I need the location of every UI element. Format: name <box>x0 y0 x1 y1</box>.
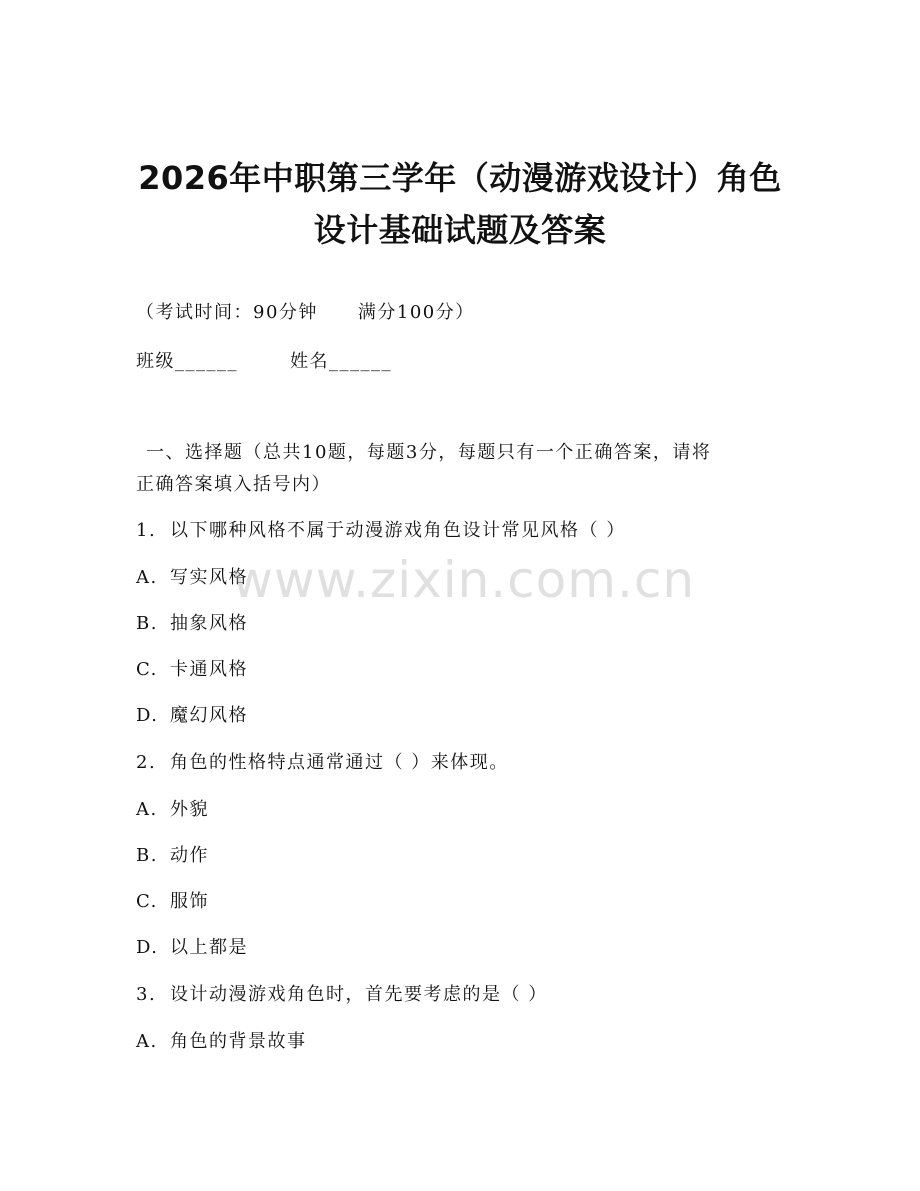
section-heading-line-2: 正确答案填入括号内） <box>136 474 331 495</box>
option-key: A. <box>136 567 158 588</box>
question-1-option-d <box>136 703 248 729</box>
question-1-option-c <box>136 657 248 683</box>
exam-info <box>136 300 475 326</box>
option-key: A. <box>136 1031 158 1052</box>
document-title-line-2: 设计基础试题及答案 <box>313 211 607 249</box>
question-3 <box>136 982 548 1008</box>
name-field: 姓名______ <box>290 351 392 372</box>
question-2-option-d <box>136 935 248 961</box>
question-2-option-c <box>136 889 209 915</box>
section-heading-line-1: 一、选择题（总共10题，每题3分，每题只有一个正确答案，请将 <box>146 442 712 463</box>
option-text: 魔幻风格 <box>170 705 248 726</box>
option-key: B. <box>136 613 158 634</box>
option-key: C. <box>136 891 158 912</box>
option-key: C. <box>136 659 158 680</box>
question-number: 3. <box>136 984 157 1005</box>
question-2-option-a <box>136 797 209 823</box>
question-text: 以下哪种风格不属于动漫游戏角色设计常见风格（ ） <box>170 520 626 541</box>
option-key: D. <box>136 705 159 726</box>
question-2-option-b <box>136 843 209 869</box>
option-text: 角色的背景故事 <box>170 1031 307 1052</box>
question-text: 设计动漫游戏角色时，首先要考虑的是（ ） <box>170 984 548 1005</box>
option-text: 以上都是 <box>170 937 248 958</box>
question-3-option-a <box>136 1029 307 1055</box>
question-1-option-b <box>136 611 248 637</box>
question-text: 角色的性格特点通常通过（ ）来体现。 <box>170 752 509 773</box>
student-info <box>136 349 392 375</box>
question-2 <box>136 750 509 776</box>
class-field: 班级______ <box>136 351 238 372</box>
option-key: A. <box>136 799 158 820</box>
document-title-line-1: 2026年中职第三学年（动漫游戏设计）角色 <box>138 159 782 197</box>
question-number: 1. <box>136 520 157 541</box>
option-text: 服饰 <box>170 891 209 912</box>
question-1-option-a <box>136 565 248 591</box>
exam-time: （考试时间：90分钟 <box>136 302 318 323</box>
option-text: 卡通风格 <box>170 659 248 680</box>
question-1 <box>136 518 626 544</box>
question-number: 2. <box>136 752 157 773</box>
option-text: 动作 <box>170 845 209 866</box>
full-score: 满分100分） <box>357 302 475 323</box>
option-key: B. <box>136 845 158 866</box>
option-key: D. <box>136 937 159 958</box>
option-text: 写实风格 <box>170 567 248 588</box>
option-text: 外貌 <box>170 799 209 820</box>
site-watermark: www.zixin.com.cn <box>232 551 696 609</box>
option-text: 抽象风格 <box>170 613 248 634</box>
